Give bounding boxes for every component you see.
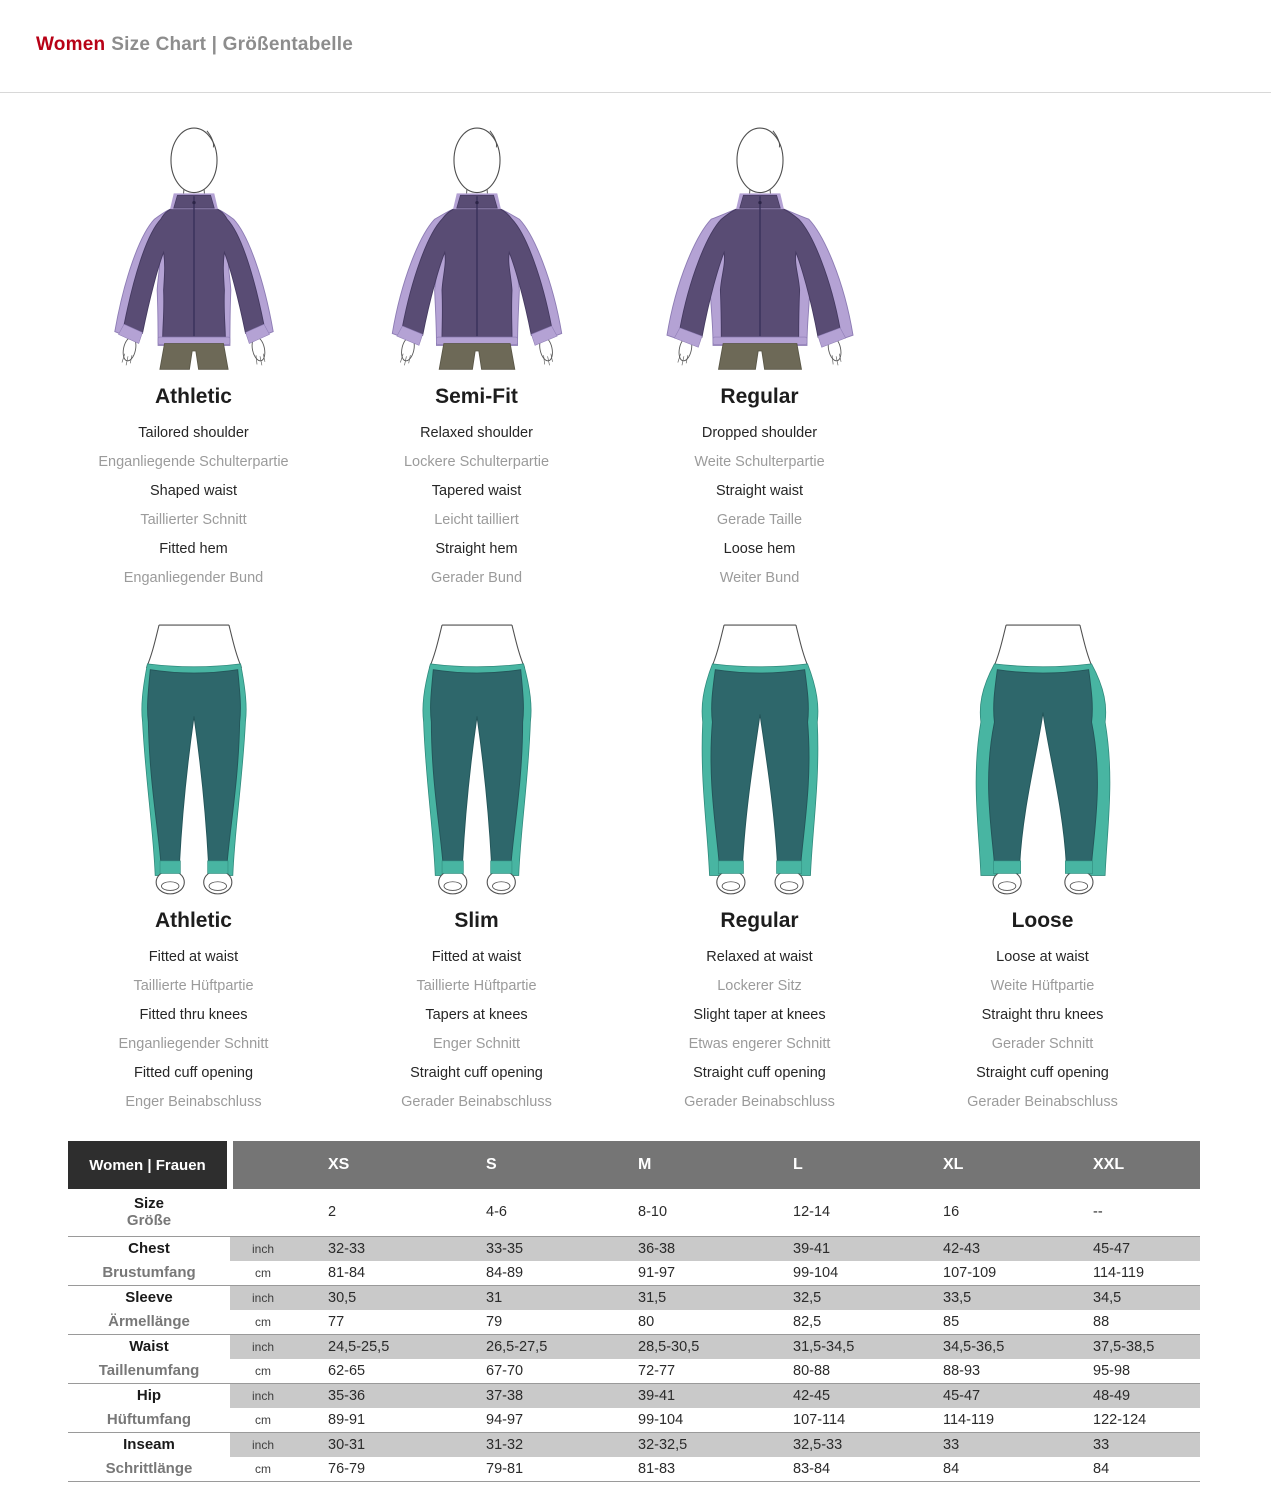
feature-en: Shaped waist bbox=[149, 483, 238, 499]
measure-label-en: Inseam bbox=[68, 1432, 230, 1457]
feature-de: Lockere Schulterpartie bbox=[403, 454, 550, 470]
measure-value-cm: 82,5 bbox=[793, 1313, 822, 1330]
figure-head bbox=[453, 128, 499, 203]
pants-cuff-right bbox=[776, 861, 801, 874]
fit-figure bbox=[901, 613, 1184, 897]
pants-body bbox=[430, 670, 523, 864]
foot-outline bbox=[993, 871, 1021, 894]
fit-title: Regular bbox=[720, 385, 799, 408]
size-table-corner: Women | Frauen bbox=[68, 1141, 230, 1189]
measure-label-en: Waist bbox=[68, 1334, 230, 1359]
pant-fits-section bbox=[0, 613, 1271, 1117]
size-header-xl: XL bbox=[911, 1141, 1061, 1189]
shorts bbox=[439, 344, 515, 370]
pants-cuff-left bbox=[160, 861, 180, 874]
foot-outline bbox=[775, 871, 803, 894]
torso-outline bbox=[711, 625, 808, 668]
measure-value-cm: 95-98 bbox=[1093, 1362, 1131, 1379]
feature-de: Enganliegender Bund bbox=[123, 570, 264, 586]
measure-label-en: Sleeve bbox=[68, 1285, 230, 1310]
feature-en: Straight cuff opening bbox=[693, 1065, 826, 1081]
fit-figure bbox=[618, 613, 901, 897]
size-value: 2 bbox=[328, 1204, 337, 1221]
feature-en: Fitted at waist bbox=[431, 949, 522, 965]
pants-body bbox=[147, 670, 240, 864]
measure-value-inch: 31,5 bbox=[606, 1285, 761, 1310]
feature-en: Straight cuff opening bbox=[410, 1065, 543, 1081]
fit-title: Loose bbox=[1011, 909, 1074, 932]
size-row-unit-cell bbox=[230, 1189, 296, 1236]
measure-value-cm: 88 bbox=[1093, 1313, 1110, 1330]
measure-value-cm: 122-124 bbox=[1093, 1411, 1147, 1428]
feature-de: Enger Schnitt bbox=[432, 1036, 521, 1052]
measure-value-inch: 42-43 bbox=[911, 1236, 1061, 1261]
feature-de: Enger Beinabschluss bbox=[125, 1094, 262, 1110]
unit-cm: cm bbox=[255, 1265, 271, 1280]
fit-figure bbox=[618, 109, 901, 373]
measure-value-cm: 89-91 bbox=[328, 1411, 366, 1428]
jacket-regular-figure bbox=[631, 117, 889, 373]
unit-inch: inch bbox=[230, 1334, 296, 1359]
measure-value-cm: 83-84 bbox=[761, 1457, 911, 1482]
table-row-chest-inch bbox=[68, 1236, 1200, 1261]
pants-cuff-right bbox=[207, 861, 227, 874]
measure-value-inch: 31 bbox=[454, 1285, 606, 1310]
measure-value-inch: 26,5-27,5 bbox=[454, 1334, 606, 1359]
size-label-de: Größe bbox=[126, 1212, 172, 1230]
size-header-m: M bbox=[606, 1141, 761, 1189]
measure-value-cm: 81-84 bbox=[328, 1264, 366, 1281]
feature-de: Gerader Schnitt bbox=[991, 1036, 1094, 1052]
fit-title: Regular bbox=[720, 909, 799, 932]
feature-en: Slight taper at knees bbox=[693, 1007, 826, 1023]
feature-de: Taillierter Schnitt bbox=[140, 512, 247, 528]
pants-loose-figure bbox=[911, 619, 1175, 897]
unit-inch: inch bbox=[230, 1383, 296, 1408]
size-header-xs: XS bbox=[296, 1141, 454, 1189]
unit-cm: cm bbox=[255, 1412, 271, 1427]
measure-value-inch: 42-45 bbox=[761, 1383, 911, 1408]
feature-de: Weite Schulterpartie bbox=[694, 454, 825, 470]
foot-outline bbox=[1064, 871, 1092, 894]
size-header-xxl: XXL bbox=[1061, 1141, 1200, 1189]
pant-fit-grid bbox=[52, 613, 1271, 1117]
measure-label-de: Schrittlänge bbox=[68, 1457, 230, 1482]
feature-en: Tailored shoulder bbox=[138, 425, 249, 441]
feature-en: Dropped shoulder bbox=[701, 425, 818, 441]
fit-title: Slim bbox=[454, 909, 499, 932]
feature-en: Fitted hem bbox=[159, 541, 228, 557]
unit-cm: cm bbox=[255, 1314, 271, 1329]
foot-outline bbox=[487, 871, 515, 894]
measure-value-inch: 45-47 bbox=[1061, 1236, 1200, 1261]
measure-value-inch: 32,5-33 bbox=[761, 1432, 911, 1457]
measure-value-inch: 34,5-36,5 bbox=[911, 1334, 1061, 1359]
fit-title: Semi-Fit bbox=[435, 385, 518, 408]
measure-value-inch: 34,5 bbox=[1061, 1285, 1200, 1310]
pants-regular-figure bbox=[628, 619, 892, 897]
feature-de: Enganliegender Schnitt bbox=[118, 1036, 269, 1052]
page-title bbox=[36, 34, 1271, 56]
measure-value-inch: 31,5-34,5 bbox=[761, 1334, 911, 1359]
zipper-pull bbox=[475, 201, 478, 204]
shorts bbox=[718, 344, 801, 370]
pants-athletic-figure bbox=[62, 619, 326, 897]
pants-cuff-right bbox=[490, 861, 511, 874]
fit-feature-list bbox=[52, 419, 335, 593]
size-table-unit-header bbox=[230, 1141, 296, 1189]
table-row-inseam-inch bbox=[68, 1432, 1200, 1457]
measure-value-cm: 94-97 bbox=[486, 1411, 524, 1428]
unit-inch: inch bbox=[230, 1285, 296, 1310]
feature-en: Fitted thru knees bbox=[139, 1007, 248, 1023]
measure-value-cm: 107-114 bbox=[793, 1411, 846, 1428]
feature-en: Relaxed at waist bbox=[706, 949, 813, 965]
measure-label-de: Hüftumfang bbox=[106, 1411, 192, 1428]
torso-outline bbox=[993, 625, 1092, 668]
measure-value-inch: 31-32 bbox=[454, 1432, 606, 1457]
measure-value-cm: 62-65 bbox=[328, 1362, 366, 1379]
measure-value-cm: 88-93 bbox=[943, 1362, 981, 1379]
fit-column-athletic bbox=[52, 613, 335, 1117]
size-value: 12-14 bbox=[793, 1204, 831, 1221]
measure-value-cm: 84-89 bbox=[486, 1264, 524, 1281]
measure-value-inch: 30,5 bbox=[296, 1285, 454, 1310]
measure-value-cm: 91-97 bbox=[638, 1264, 676, 1281]
feature-de: Leicht tailliert bbox=[434, 512, 519, 528]
table-row-hip-cm bbox=[68, 1408, 1200, 1433]
size-row-label bbox=[68, 1189, 230, 1236]
measure-value-cm: 99-104 bbox=[638, 1411, 684, 1428]
table-row-waist-cm bbox=[68, 1359, 1200, 1384]
fit-figure bbox=[52, 613, 335, 897]
measure-value-cm: 84 bbox=[1061, 1457, 1200, 1482]
jacket-athletic-figure bbox=[65, 117, 323, 373]
feature-de: Enganliegende Schulterpartie bbox=[98, 454, 289, 470]
feature-de: Gerader Beinabschluss bbox=[684, 1094, 835, 1110]
measure-value-inch: 36-38 bbox=[606, 1236, 761, 1261]
fit-figure bbox=[335, 613, 618, 897]
fit-feature-list bbox=[52, 943, 335, 1117]
size-header-s: S bbox=[454, 1141, 606, 1189]
measure-value-inch: 39-41 bbox=[606, 1383, 761, 1408]
size-value: -- bbox=[1093, 1204, 1103, 1221]
measure-value-inch: 33,5 bbox=[911, 1285, 1061, 1310]
zipper-pull bbox=[758, 201, 761, 204]
pants-cuff-left bbox=[442, 861, 463, 874]
feature-de: Gerader Bund bbox=[430, 570, 523, 586]
fit-column-semi-fit bbox=[335, 109, 618, 593]
measure-value-cm: 107-109 bbox=[943, 1264, 997, 1281]
feature-en: Tapered waist bbox=[431, 483, 522, 499]
fit-feature-list bbox=[335, 419, 618, 593]
feature-de: Gerader Beinabschluss bbox=[401, 1094, 552, 1110]
measure-value-inch: 30-31 bbox=[296, 1432, 454, 1457]
pants-body bbox=[711, 670, 809, 864]
measure-value-inch: 37-38 bbox=[454, 1383, 606, 1408]
measure-value-cm: 67-70 bbox=[486, 1362, 524, 1379]
fit-figure bbox=[52, 109, 335, 373]
pants-cuff-left bbox=[718, 861, 743, 874]
measure-value-inch: 33-35 bbox=[454, 1236, 606, 1261]
page-title-highlight: Women bbox=[36, 34, 106, 55]
size-table-header-row bbox=[68, 1141, 1200, 1189]
pants-cuff-left bbox=[993, 861, 1020, 874]
feature-de: Taillierte Hüftpartie bbox=[133, 978, 254, 994]
measure-label-de: Ärmellänge bbox=[108, 1313, 190, 1330]
page-title-rest: Size Chart | Größentabelle bbox=[111, 34, 354, 55]
size-header-l: L bbox=[761, 1141, 911, 1189]
feature-de: Weite Hüftpartie bbox=[990, 978, 1095, 994]
jacket-semifit-figure bbox=[348, 117, 606, 373]
pants-body bbox=[988, 670, 1097, 864]
feature-de: Gerade Taille bbox=[716, 512, 803, 528]
measure-value-cm: 79 bbox=[486, 1313, 503, 1330]
unit-inch: inch bbox=[230, 1236, 296, 1261]
measure-value-cm: 84 bbox=[911, 1457, 1061, 1482]
measure-value-cm: 72-77 bbox=[638, 1362, 676, 1379]
measure-value-inch: 28,5-30,5 bbox=[606, 1334, 761, 1359]
table-row-chest-cm bbox=[68, 1261, 1200, 1286]
measure-value-inch: 48-49 bbox=[1061, 1383, 1200, 1408]
unit-inch: inch bbox=[230, 1432, 296, 1457]
figure-head bbox=[736, 128, 782, 203]
feature-de: Taillierte Hüftpartie bbox=[416, 978, 537, 994]
feature-en: Relaxed shoulder bbox=[420, 425, 533, 441]
size-table-section bbox=[0, 1141, 1271, 1482]
fit-feature-list bbox=[618, 419, 901, 593]
torso-outline bbox=[429, 625, 524, 668]
size-label-en: Size bbox=[133, 1195, 164, 1213]
page-header bbox=[0, 0, 1271, 93]
measure-value-inch: 33 bbox=[911, 1432, 1061, 1457]
feature-en: Fitted cuff opening bbox=[133, 1065, 254, 1081]
size-value: 16 bbox=[943, 1204, 960, 1221]
torso-outline bbox=[146, 625, 241, 668]
measure-value-cm: 85 bbox=[943, 1313, 960, 1330]
measure-value-cm: 80 bbox=[638, 1313, 655, 1330]
feature-en: Straight thru knees bbox=[981, 1007, 1104, 1023]
measure-value-cm: 99-104 bbox=[793, 1264, 839, 1281]
measure-value-cm: 79-81 bbox=[454, 1457, 606, 1482]
feature-en: Loose at waist bbox=[996, 949, 1089, 965]
measure-value-cm: 80-88 bbox=[793, 1362, 831, 1379]
fit-column-loose bbox=[901, 613, 1184, 1117]
measure-label-en: Hip bbox=[68, 1383, 230, 1408]
pants-slim-figure bbox=[345, 619, 609, 897]
measure-value-cm: 114-119 bbox=[1093, 1264, 1145, 1281]
feature-en: Straight waist bbox=[715, 483, 804, 499]
foot-outline bbox=[156, 871, 184, 894]
jacket-fit-grid bbox=[52, 109, 1271, 593]
table-row-waist-inch bbox=[68, 1334, 1200, 1359]
size-value: 8-10 bbox=[638, 1204, 668, 1221]
fit-title: Athletic bbox=[154, 385, 232, 408]
unit-cm: cm bbox=[255, 1363, 271, 1378]
fit-column-regular bbox=[618, 109, 901, 593]
feature-de: Weiter Bund bbox=[719, 570, 800, 586]
measure-value-cm: 77 bbox=[328, 1313, 345, 1330]
fit-column-regular bbox=[618, 613, 901, 1117]
fit-feature-list bbox=[618, 943, 901, 1117]
table-row-sleeve-cm bbox=[68, 1310, 1200, 1335]
fit-feature-list bbox=[901, 943, 1184, 1117]
shorts bbox=[159, 344, 227, 370]
foot-outline bbox=[203, 871, 231, 894]
measure-value-cm: 114-119 bbox=[943, 1411, 995, 1428]
measure-value-cm: 81-83 bbox=[606, 1457, 761, 1482]
size-value: 4-6 bbox=[486, 1204, 507, 1221]
table-row-hip-inch bbox=[68, 1383, 1200, 1408]
fit-title: Athletic bbox=[154, 909, 232, 932]
unit-cm: cm bbox=[230, 1457, 296, 1482]
feature-en: Straight hem bbox=[435, 541, 518, 557]
measure-value-inch: 33 bbox=[1061, 1432, 1200, 1457]
measure-value-inch: 32,5 bbox=[761, 1285, 911, 1310]
measure-value-inch: 24,5-25,5 bbox=[296, 1334, 454, 1359]
foot-outline bbox=[438, 871, 466, 894]
jacket-fits-section bbox=[0, 109, 1271, 593]
feature-de: Gerader Beinabschluss bbox=[967, 1094, 1118, 1110]
measure-value-inch: 32-33 bbox=[296, 1236, 454, 1261]
measure-value-inch: 39-41 bbox=[761, 1236, 911, 1261]
table-row-sleeve-inch bbox=[68, 1285, 1200, 1310]
fit-figure bbox=[335, 109, 618, 373]
measure-value-inch: 45-47 bbox=[911, 1383, 1061, 1408]
figure-head bbox=[170, 128, 216, 203]
measure-label-de: Brustumfang bbox=[102, 1264, 196, 1281]
fit-feature-list bbox=[335, 943, 618, 1117]
feature-en: Loose hem bbox=[723, 541, 796, 557]
feature-de: Etwas engerer Schnitt bbox=[688, 1036, 831, 1052]
feature-en: Tapers at knees bbox=[425, 1007, 528, 1023]
measure-value-inch: 32-32,5 bbox=[606, 1432, 761, 1457]
feature-en: Fitted at waist bbox=[148, 949, 239, 965]
feature-de: Lockerer Sitz bbox=[717, 978, 802, 994]
measure-value-inch: 37,5-38,5 bbox=[1061, 1334, 1200, 1359]
size-table bbox=[68, 1141, 1200, 1482]
zipper-pull bbox=[192, 201, 195, 204]
measure-value-inch: 35-36 bbox=[296, 1383, 454, 1408]
measure-value-cm: 76-79 bbox=[296, 1457, 454, 1482]
measure-label-de: Taillenumfang bbox=[98, 1362, 200, 1379]
fit-column-slim bbox=[335, 613, 618, 1117]
measure-label-en: Chest bbox=[68, 1236, 230, 1261]
table-row-size bbox=[68, 1189, 1200, 1236]
pants-cuff-right bbox=[1065, 861, 1092, 874]
foot-outline bbox=[716, 871, 744, 894]
table-row-inseam-cm bbox=[68, 1457, 1200, 1482]
fit-column-athletic bbox=[52, 109, 335, 593]
feature-en: Straight cuff opening bbox=[976, 1065, 1109, 1081]
